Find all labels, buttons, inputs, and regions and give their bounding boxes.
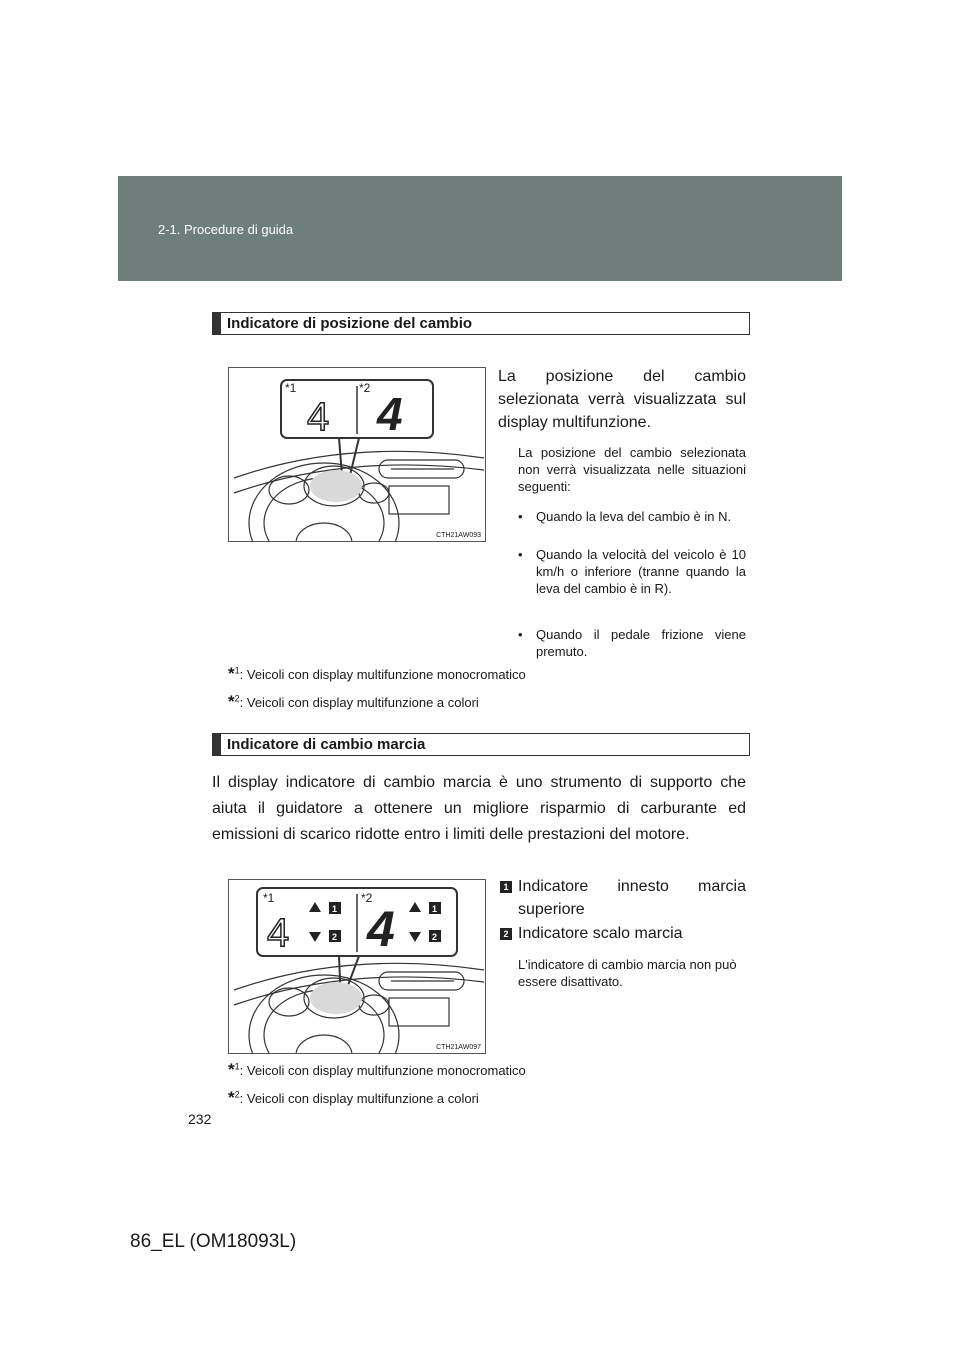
downshift-arrow-icon (409, 932, 421, 942)
note-paragraph: L'indicatore di cambio marcia non può essere disattivato. (518, 957, 737, 989)
bullet-item (518, 508, 746, 525)
item-text: Indicatore scalo marcia (518, 925, 683, 942)
intro-paragraph: La posizione del cambio selezionata verrà visualizzata sul display multifunzione. (498, 368, 746, 431)
item-text: Indicatore innesto marcia superiore (518, 878, 746, 918)
shift-indicator-illustration (228, 879, 486, 1054)
note-paragraph: La posizione del cambio selezionata non verrà visualizzata nelle situazioni seguenti: (518, 445, 746, 494)
header-band (118, 176, 842, 281)
bullet-text: Quando la leva del cambio è in N. (536, 509, 732, 524)
bullet-dot: • (518, 509, 523, 524)
footnote-mono: *$^1$: Veicoli con display multifunzione monocromatico (228, 1060, 526, 1079)
upshift-arrow-icon (309, 902, 321, 912)
bullet-item (518, 626, 746, 660)
list-item (503, 922, 746, 945)
dashboard-drawing (229, 368, 486, 542)
footer-code: 86_EL (OM18093L) (130, 1231, 297, 1252)
list-item (503, 875, 746, 921)
star1-label: *1 (285, 381, 297, 395)
bullet-dot: • (518, 547, 523, 562)
downshift-arrow-icon (309, 932, 321, 942)
svg-text:1: 1 (332, 904, 338, 914)
figure-code: CTH21AW093 (436, 532, 481, 539)
page-number: 232 (188, 1111, 212, 1127)
mono-gear-digit: 4 (267, 911, 290, 955)
bullet-text: Quando il pedale frizione viene premuto. (536, 627, 746, 659)
footnote-mono: *$^1$: Veicoli con display multifunzione monocromatico (228, 664, 526, 683)
section-heading (212, 312, 750, 335)
section-breadcrumb: 2-1. Procedure di guida (158, 222, 294, 237)
section-title: Indicatore di cambio marcia (227, 736, 426, 753)
bullet-dot: • (518, 627, 523, 642)
footnote-color: *$^2$: Veicoli con display multifunzione a colori (228, 692, 479, 711)
section-heading (212, 733, 750, 756)
star2-label: *2 (361, 891, 373, 905)
svg-text:1: 1 (432, 904, 438, 914)
dashboard-illustration (228, 367, 486, 542)
svg-text:2: 2 (332, 932, 338, 942)
color-gear-digit: 4 (377, 388, 403, 440)
item-number-badge: 2 (500, 928, 512, 940)
heading-bar (213, 734, 221, 755)
bullet-item (518, 546, 746, 597)
star2-label: *2 (359, 381, 371, 395)
shift-indicator-paragraph: Il display indicatore di cambio marcia è uno strumento di supporto che aiuta il guidatore a ottenere un migliore risparmio di carburante ed emissioni di scarico ridotte entro i limiti delle prestazioni del motore. (212, 774, 746, 843)
color-gear-digit: 4 (367, 901, 395, 957)
star1-label: *1 (263, 891, 275, 905)
mono-gear-digit: 4 (307, 395, 330, 439)
heading-bar (213, 313, 221, 334)
bullet-text: Quando la velocità del veicolo è 10 km/h o inferiore (tranne quando la leva del cambio è in R). (536, 547, 746, 596)
section-title: Indicatore di posizione del cambio (227, 315, 473, 332)
shift-indicator-drawing (229, 880, 486, 1054)
svg-text:2: 2 (432, 932, 438, 942)
item-number-badge: 1 (500, 881, 512, 893)
figure-code: CTH21AW097 (436, 1044, 481, 1051)
upshift-arrow-icon (409, 902, 421, 912)
footnote-color: *$^2$: Veicoli con display multifunzione a colori (228, 1088, 479, 1107)
